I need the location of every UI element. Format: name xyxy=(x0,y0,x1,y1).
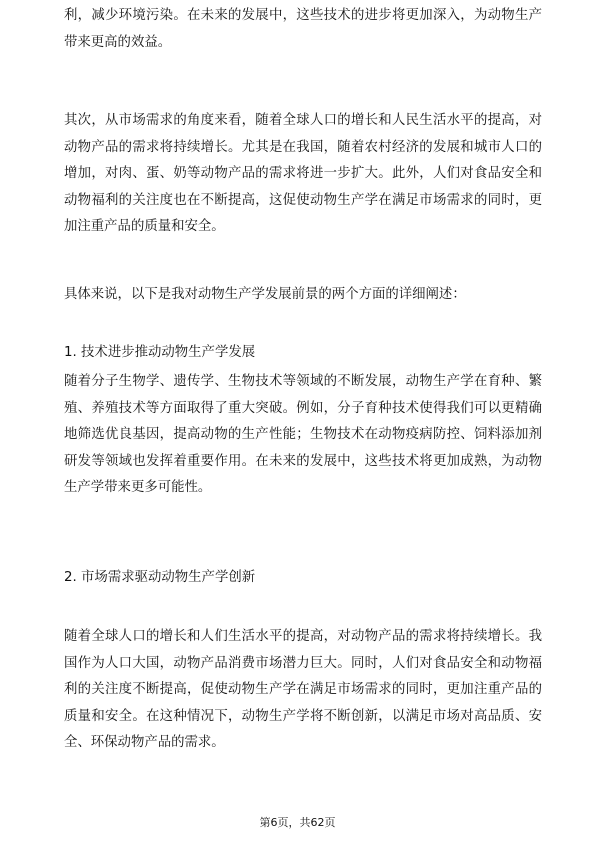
page-number-footer: 第6页，共62页 xyxy=(259,816,336,829)
section-heading-2: 2. 市场需求驱动动物生产学创新 xyxy=(64,570,256,585)
section-heading-1: 1. 技术进步推动动物生产学发展 xyxy=(64,345,256,360)
paragraph-market-demand: 其次，从市场需求的角度来看，随着全球人口的增长和人民生活水平的提高，对动物产品的需求将持续增长。尤其是在我国，随着农村经济的发展和城市人口的增加，对肉、蛋、奶等动物产品的需求将进一步扩大。此外，人们对食品安全和动物福利的关注度也在不断提高，这促使动物生产学在满足市场需求的同时，更加注重产品的质量和安全。 xyxy=(64,113,542,234)
paragraph-market-innovation: 随着全球人口的增长和人们生活水平的提高，对动物产品的需求将持续增长。我国作为人口大国，动物产品消费市场潜力巨大。同时，人们对食品安全和动物福利的关注度不断提高，促使动物生产学在满足市场需求的同时，更加注重产品的质量和安全。在这种情况下，动物生产学将不断创新，以满足市场对高品质、安全、环保动物产品的需求。 xyxy=(64,629,542,750)
paragraph-intro-details: 具体来说，以下是我对动物生产学发展前景的两个方面的详细阐述： xyxy=(64,287,466,302)
paragraph-continuation: 利，减少环境污染。在未来的发展中，这些技术的进步将更加深入，为动物生产带来更高的效益。 xyxy=(64,8,542,50)
paragraph-tech-progress: 随着分子生物学、遗传学、生物技术等领域的不断发展，动物生产学在育种、繁殖、养殖技术等方面取得了重大突破。例如，分子育种技术使得我们可以更精确地筛选优良基因，提高动物的生产性能；生物技术在动物疫病防控、饲料添加剂研发等领域也发挥着重要作用。在未来的发展中，这些技术将更加成熟，为动物生产学带来更多可能性。 xyxy=(64,374,542,495)
